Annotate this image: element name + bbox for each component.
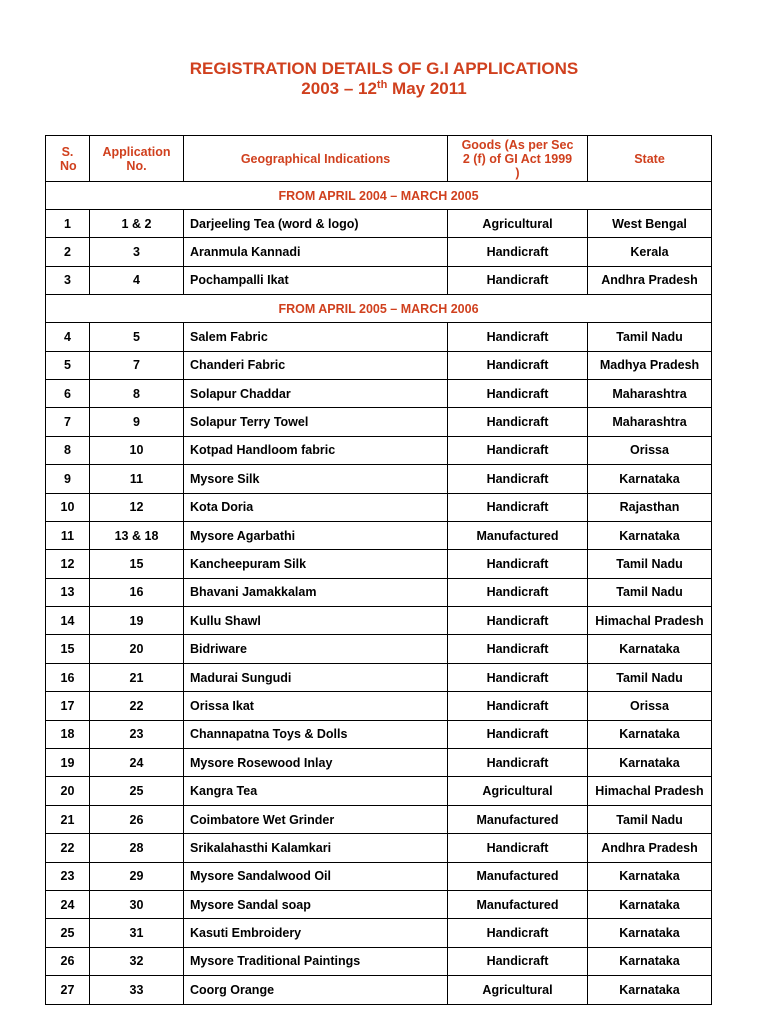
table-row	[46, 465, 712, 493]
cell-sno: 21	[46, 805, 90, 833]
cell-state: Tamil Nadu	[588, 805, 712, 833]
cell-goods: Handicraft	[448, 408, 588, 436]
cell-geographical-indication: Kota Doria	[184, 493, 448, 521]
cell-application-no: 25	[90, 777, 184, 805]
cell-state: Maharashtra	[588, 379, 712, 407]
subtitle-ordinal: th	[376, 79, 388, 91]
cell-goods: Handicraft	[448, 663, 588, 691]
table-row	[46, 749, 712, 777]
document-subtitle	[0, 79, 768, 99]
cell-sno: 25	[46, 919, 90, 947]
period-heading-row	[46, 295, 712, 323]
cell-sno: 22	[46, 834, 90, 862]
cell-sno: 16	[46, 663, 90, 691]
table-row	[46, 777, 712, 805]
cell-sno: 17	[46, 692, 90, 720]
cell-geographical-indication: Kasuti Embroidery	[184, 919, 448, 947]
table-row	[46, 408, 712, 436]
cell-geographical-indication: Solapur Chaddar	[184, 379, 448, 407]
col-header-application: Application No.	[90, 136, 184, 182]
cell-goods: Handicraft	[448, 635, 588, 663]
cell-state: Karnataka	[588, 521, 712, 549]
cell-state: Madhya Pradesh	[588, 351, 712, 379]
table-row	[46, 663, 712, 691]
cell-goods: Handicraft	[448, 323, 588, 351]
cell-application-no: 7	[90, 351, 184, 379]
cell-application-no: 15	[90, 550, 184, 578]
cell-goods: Manufactured	[448, 890, 588, 918]
cell-geographical-indication: Mysore Agarbathi	[184, 521, 448, 549]
cell-state: Tamil Nadu	[588, 550, 712, 578]
cell-goods: Agricultural	[448, 976, 588, 1004]
table-row	[46, 210, 712, 238]
cell-geographical-indication: Coimbatore Wet Grinder	[184, 805, 448, 833]
cell-geographical-indication: Aranmula Kannadi	[184, 238, 448, 266]
table-row	[46, 862, 712, 890]
cell-application-no: 16	[90, 578, 184, 606]
cell-state: Karnataka	[588, 862, 712, 890]
table-row	[46, 635, 712, 663]
cell-state: West Bengal	[588, 210, 712, 238]
cell-application-no: 29	[90, 862, 184, 890]
cell-state: Tamil Nadu	[588, 578, 712, 606]
cell-application-no: 13 & 18	[90, 521, 184, 549]
cell-application-no: 3	[90, 238, 184, 266]
cell-application-no: 9	[90, 408, 184, 436]
cell-state: Karnataka	[588, 749, 712, 777]
cell-sno: 27	[46, 976, 90, 1004]
cell-geographical-indication: Mysore Sandal soap	[184, 890, 448, 918]
cell-state: Andhra Pradesh	[588, 834, 712, 862]
cell-goods: Handicraft	[448, 834, 588, 862]
cell-state: Andhra Pradesh	[588, 266, 712, 294]
cell-sno: 12	[46, 550, 90, 578]
cell-sno: 9	[46, 465, 90, 493]
cell-application-no: 23	[90, 720, 184, 748]
cell-goods: Manufactured	[448, 862, 588, 890]
cell-geographical-indication: Salem Fabric	[184, 323, 448, 351]
cell-state: Rajasthan	[588, 493, 712, 521]
cell-state: Himachal Pradesh	[588, 607, 712, 635]
cell-sno: 26	[46, 947, 90, 975]
subtitle-date-start: 2003 – 12	[301, 79, 377, 98]
col-header-state: State	[588, 136, 712, 182]
table-row	[46, 266, 712, 294]
cell-application-no: 1 & 2	[90, 210, 184, 238]
cell-application-no: 32	[90, 947, 184, 975]
cell-state: Orissa	[588, 692, 712, 720]
cell-goods: Handicraft	[448, 493, 588, 521]
cell-state: Orissa	[588, 436, 712, 464]
cell-sno: 15	[46, 635, 90, 663]
cell-state: Tamil Nadu	[588, 663, 712, 691]
subtitle-date-end: May 2011	[387, 79, 467, 98]
cell-geographical-indication: Pochampalli Ikat	[184, 266, 448, 294]
table-row	[46, 436, 712, 464]
cell-geographical-indication: Mysore Rosewood Inlay	[184, 749, 448, 777]
period-heading: FROM APRIL 2005 – MARCH 2006	[46, 295, 712, 323]
cell-geographical-indication: Kullu Shawl	[184, 607, 448, 635]
cell-state: Tamil Nadu	[588, 323, 712, 351]
cell-application-no: 28	[90, 834, 184, 862]
table-row	[46, 238, 712, 266]
table-row	[46, 578, 712, 606]
cell-application-no: 10	[90, 436, 184, 464]
cell-application-no: 11	[90, 465, 184, 493]
cell-application-no: 21	[90, 663, 184, 691]
cell-state: Karnataka	[588, 465, 712, 493]
cell-geographical-indication: Bhavani Jamakkalam	[184, 578, 448, 606]
cell-goods: Agricultural	[448, 210, 588, 238]
cell-sno: 8	[46, 436, 90, 464]
cell-goods: Handicraft	[448, 550, 588, 578]
table-row	[46, 692, 712, 720]
cell-geographical-indication: Mysore Sandalwood Oil	[184, 862, 448, 890]
table-row	[46, 550, 712, 578]
table-row	[46, 493, 712, 521]
cell-application-no: 8	[90, 379, 184, 407]
cell-goods: Handicraft	[448, 947, 588, 975]
cell-goods: Handicraft	[448, 351, 588, 379]
cell-geographical-indication: Kancheepuram Silk	[184, 550, 448, 578]
col-header-goods: Goods (As per Sec 2 (f) of GI Act 1999 )	[448, 136, 588, 182]
cell-state: Kerala	[588, 238, 712, 266]
table-row	[46, 834, 712, 862]
cell-application-no: 20	[90, 635, 184, 663]
cell-sno: 10	[46, 493, 90, 521]
cell-goods: Handicraft	[448, 436, 588, 464]
cell-sno: 6	[46, 379, 90, 407]
cell-state: Karnataka	[588, 890, 712, 918]
cell-goods: Handicraft	[448, 465, 588, 493]
cell-goods: Handicraft	[448, 578, 588, 606]
cell-sno: 13	[46, 578, 90, 606]
cell-geographical-indication: Bidriware	[184, 635, 448, 663]
table-row	[46, 805, 712, 833]
table-row	[46, 379, 712, 407]
cell-application-no: 5	[90, 323, 184, 351]
document-title: REGISTRATION DETAILS OF G.I APPLICATIONS	[189, 59, 579, 78]
cell-geographical-indication: Kangra Tea	[184, 777, 448, 805]
cell-geographical-indication: Solapur Terry Towel	[184, 408, 448, 436]
cell-application-no: 19	[90, 607, 184, 635]
cell-state: Karnataka	[588, 635, 712, 663]
cell-state: Karnataka	[588, 919, 712, 947]
table-row	[46, 890, 712, 918]
cell-state: Maharashtra	[588, 408, 712, 436]
cell-goods: Handicraft	[448, 720, 588, 748]
cell-goods: Manufactured	[448, 521, 588, 549]
cell-geographical-indication: Mysore Silk	[184, 465, 448, 493]
cell-sno: 4	[46, 323, 90, 351]
cell-state: Himachal Pradesh	[588, 777, 712, 805]
cell-goods: Handicraft	[448, 607, 588, 635]
col-header-sno: S. No	[46, 136, 90, 182]
cell-sno: 19	[46, 749, 90, 777]
cell-goods: Handicraft	[448, 749, 588, 777]
table-row	[46, 323, 712, 351]
cell-goods: Manufactured	[448, 805, 588, 833]
cell-sno: 23	[46, 862, 90, 890]
cell-state: Karnataka	[588, 720, 712, 748]
cell-state: Karnataka	[588, 976, 712, 1004]
cell-application-no: 12	[90, 493, 184, 521]
cell-geographical-indication: Channapatna Toys & Dolls	[184, 720, 448, 748]
table-row	[46, 947, 712, 975]
cell-geographical-indication: Coorg Orange	[184, 976, 448, 1004]
cell-sno: 5	[46, 351, 90, 379]
table-row	[46, 607, 712, 635]
cell-application-no: 33	[90, 976, 184, 1004]
cell-sno: 7	[46, 408, 90, 436]
cell-geographical-indication: Orissa Ikat	[184, 692, 448, 720]
cell-geographical-indication: Mysore Traditional Paintings	[184, 947, 448, 975]
cell-sno: 11	[46, 521, 90, 549]
cell-goods: Handicraft	[448, 692, 588, 720]
cell-sno: 1	[46, 210, 90, 238]
table-row	[46, 720, 712, 748]
cell-goods: Handicraft	[448, 266, 588, 294]
cell-geographical-indication: Kotpad Handloom fabric	[184, 436, 448, 464]
table-row	[46, 521, 712, 549]
cell-sno: 14	[46, 607, 90, 635]
gi-registration-table	[45, 135, 712, 1005]
cell-application-no: 30	[90, 890, 184, 918]
cell-goods: Handicraft	[448, 919, 588, 947]
cell-application-no: 24	[90, 749, 184, 777]
cell-goods: Agricultural	[448, 777, 588, 805]
period-heading-row	[46, 182, 712, 210]
cell-sno: 20	[46, 777, 90, 805]
cell-sno: 2	[46, 238, 90, 266]
cell-goods: Handicraft	[448, 379, 588, 407]
cell-state: Karnataka	[588, 947, 712, 975]
col-header-gi: Geographical Indications	[184, 136, 448, 182]
table-row	[46, 976, 712, 1004]
cell-goods: Handicraft	[448, 238, 588, 266]
period-heading: FROM APRIL 2004 – MARCH 2005	[46, 182, 712, 210]
cell-application-no: 22	[90, 692, 184, 720]
cell-sno: 24	[46, 890, 90, 918]
cell-application-no: 31	[90, 919, 184, 947]
cell-geographical-indication: Darjeeling Tea (word & logo)	[184, 210, 448, 238]
cell-geographical-indication: Madurai Sungudi	[184, 663, 448, 691]
cell-geographical-indication: Srikalahasthi Kalamkari	[184, 834, 448, 862]
cell-application-no: 26	[90, 805, 184, 833]
cell-sno: 3	[46, 266, 90, 294]
table-header-row	[46, 136, 712, 182]
cell-application-no: 4	[90, 266, 184, 294]
table-row	[46, 919, 712, 947]
table-row	[46, 351, 712, 379]
cell-sno: 18	[46, 720, 90, 748]
cell-geographical-indication: Chanderi Fabric	[184, 351, 448, 379]
